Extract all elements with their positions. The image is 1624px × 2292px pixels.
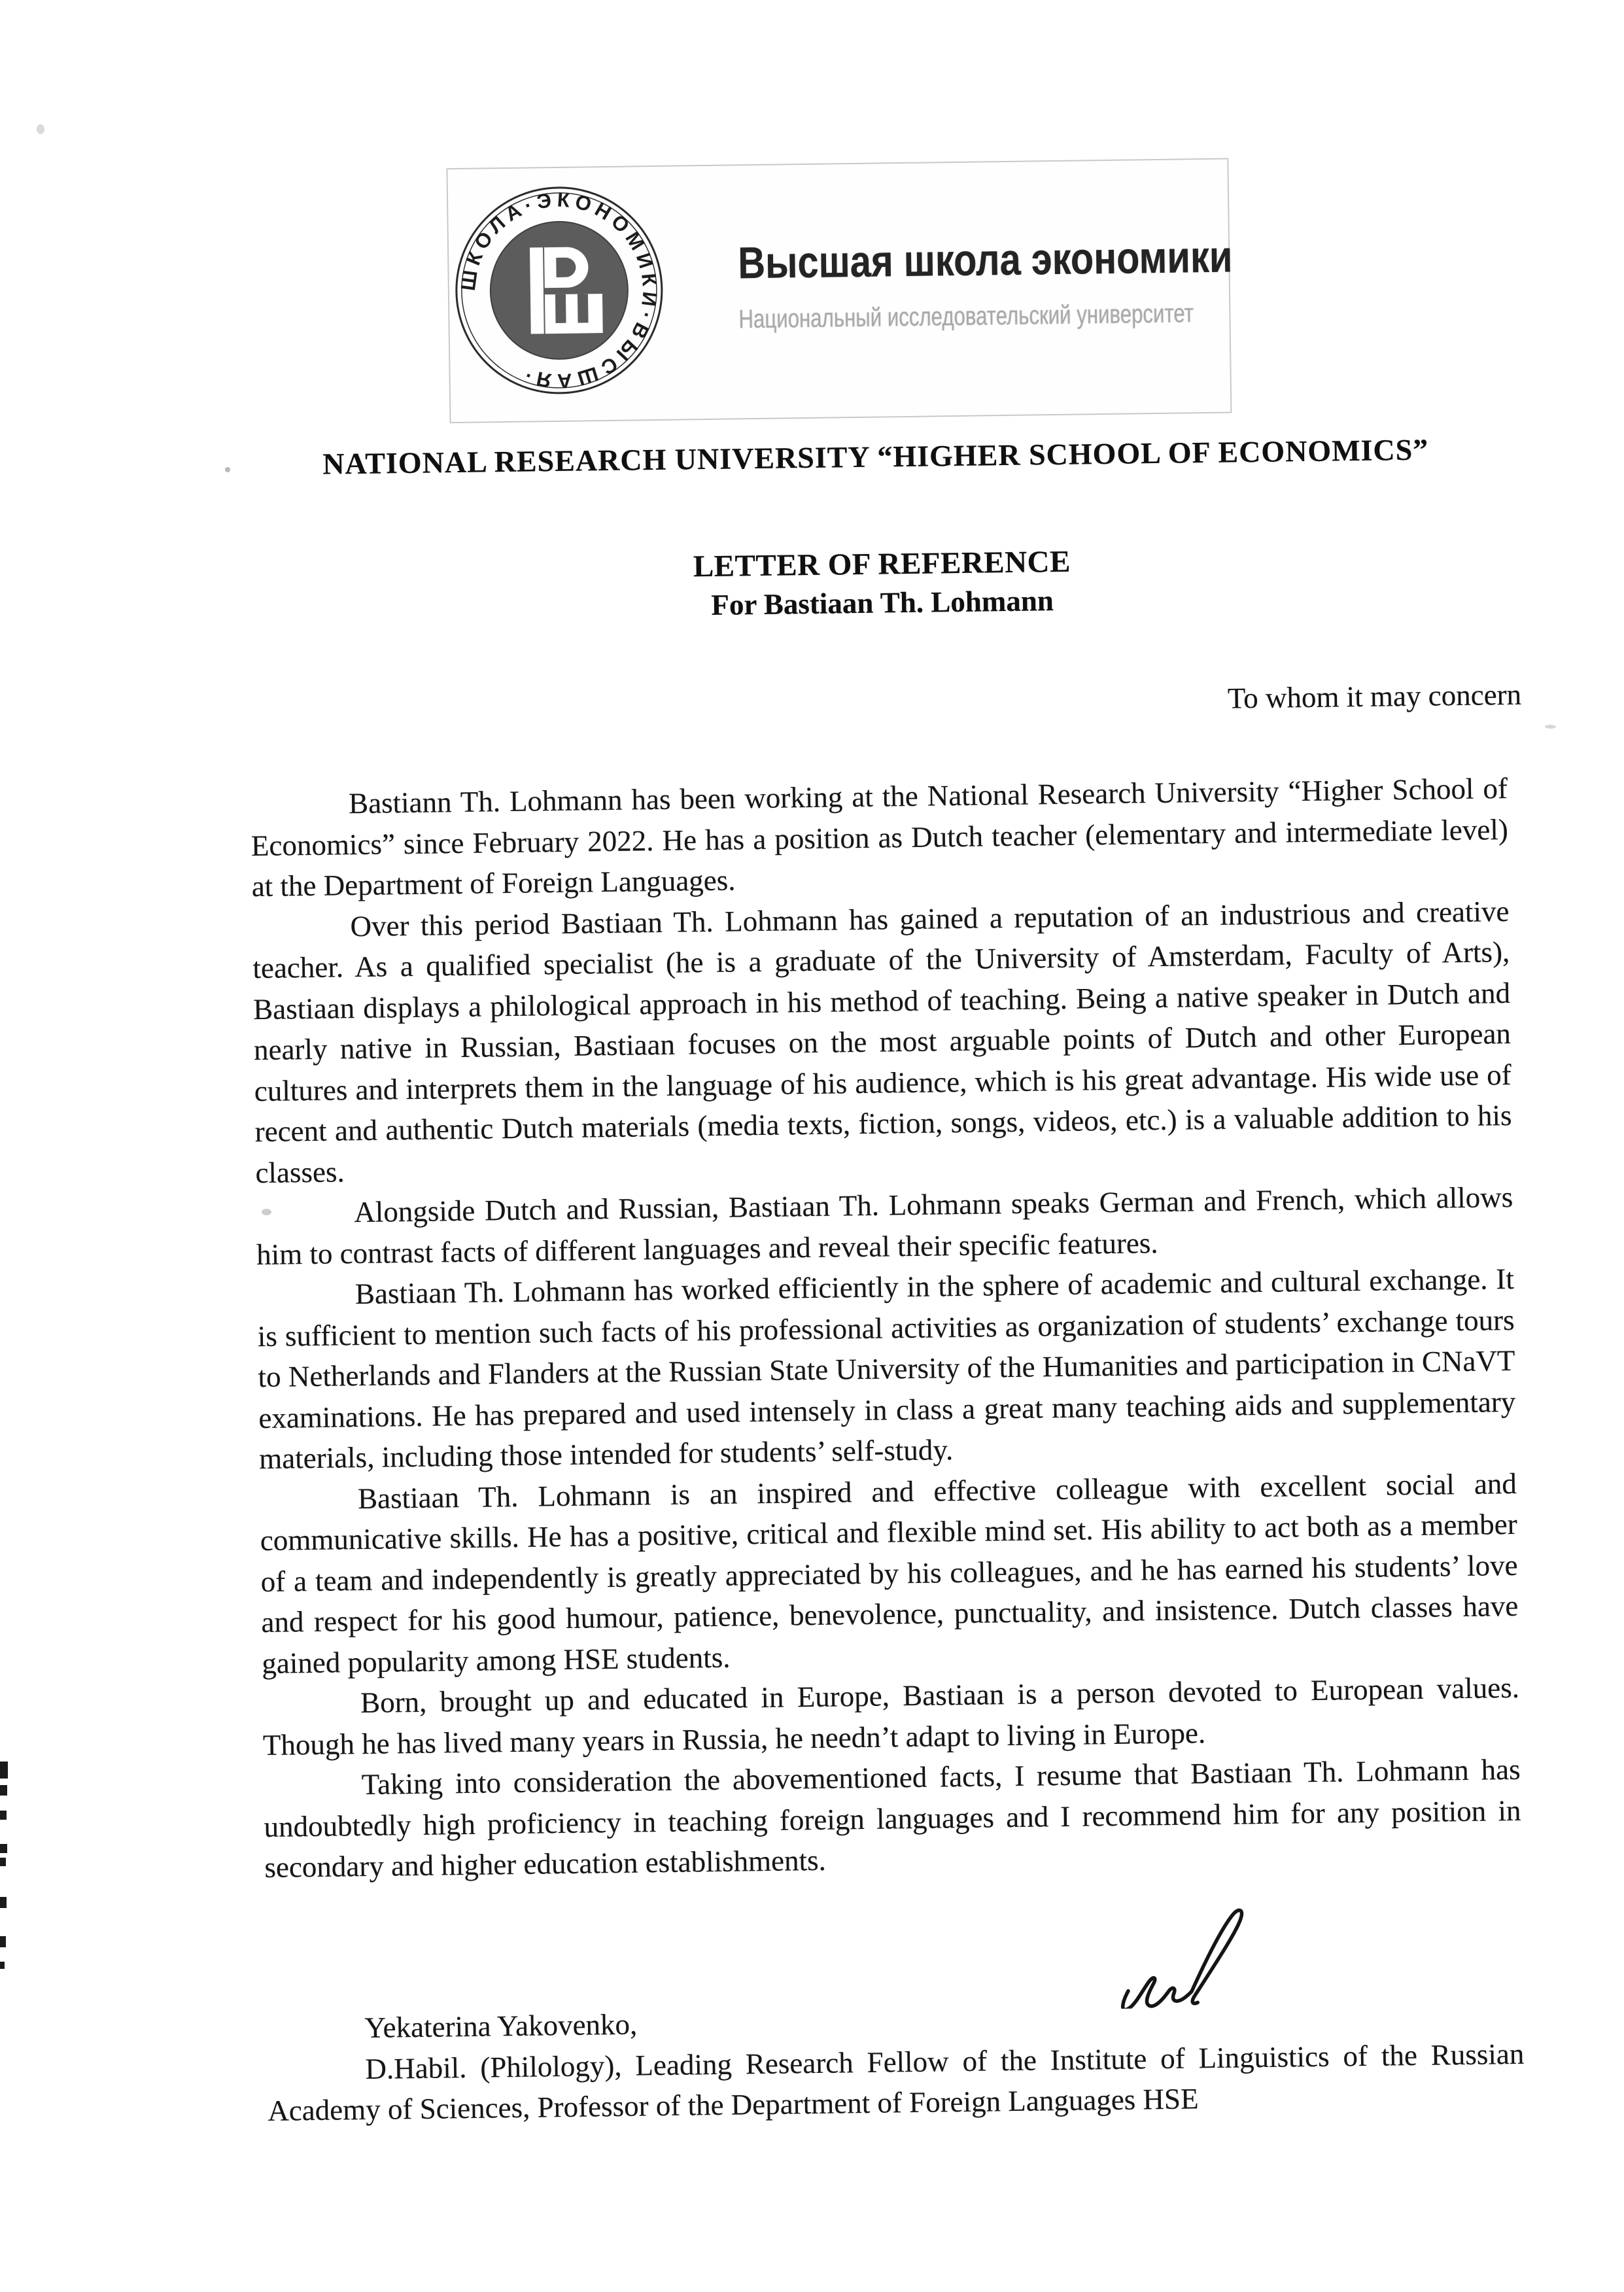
emblem-core-circle	[490, 221, 629, 360]
university-title: NATIONAL RESEARCH UNIVERSITY “HIGHER SCHOOL OF ECONOMICS”	[322, 432, 1429, 481]
scan-artifact-dash	[0, 1811, 7, 1820]
body-paragraph: Born, brought up and educated in Europe, Bastiaan is a person devoted to European values. Though he has lived many years in Russia, he needn’t adapt to living in Europe.	[262, 1671, 1520, 1762]
body-paragraph: Over this period Bastiaan Th. Lohmann has gained a reputation of an industrious and creative teacher. As a qualified specialist (he is a graduate of the University of Amsterdam, Faculty of Arts), Bastiaan displays a philological approach in his method of teaching. Being a native speaker in Dutch and nearly native in Russian, Bastiaan focuses on the most arguable points of Dutch and other European cultures and interprets them in the language of his audience, which is his great advantage. His wide use of recent and authentic Dutch materials (media texts, fiction, songs, videos, etc.) is a valuable addition to his classes.	[252, 894, 1512, 1189]
document-subtitle: For Bastiaan Th. Lohmann	[711, 584, 1054, 621]
org-name-russian: Высшая школа экономики	[737, 232, 1233, 288]
salutation-line: To whom it may concern	[1227, 678, 1522, 715]
signer-credentials: D.Habil. (Philology), Leading Research Fellow of the Institute of Linguistics of the Russian Academy of Sciences, Professor of the Department of Foreign Languages HSE	[267, 2037, 1525, 2127]
scan-artifact-dash	[0, 1858, 6, 1866]
signoff-block	[266, 1992, 1525, 2132]
body-paragraph: Bastiann Th. Lohmann has been working at the National Research University “Higher School of Economics” since February 2022. He has a position as Dutch teacher (elementary and intermediate level) at the Department of Foreign Languages.	[251, 772, 1509, 903]
scan-artifact-dash	[0, 1936, 6, 1947]
document-title: LETTER OF REFERENCE	[693, 544, 1071, 584]
scan-artifact-dash	[0, 1962, 5, 1969]
body-paragraph: Bastiaan Th. Lohmann is an inspired and effective colleague with excellent social and communicative skills. He has a positive, critical and flexible mind set. His ability to act both as a member of a team and independently is greatly appreciated by his colleagues, and he has earned his students’ love and respect for his good humour, patience, benevolence, punctuality, and insistence. Dutch classes have gained popularity among HSE students.	[260, 1467, 1519, 1680]
body-paragraph: Taking into consideration the abovementioned facts, I resume that Bastiaan Th. Lohmann has undoubtedly high proficiency in teaching foreign languages and I recommend him for any position in secondary and higher education establishments.	[264, 1752, 1521, 1884]
scan-artifact-dash	[0, 1785, 7, 1796]
emblem-ring-text: ШКОЛА·ЭКОНОМИКИ·ВЫСШАЯ·	[456, 188, 662, 393]
signature-scribble	[1116, 1879, 1275, 2009]
scan-artifact-dash	[0, 1844, 7, 1853]
signer-name: Yekaterina Yakovenko,	[364, 2007, 638, 2045]
body-paragraph: Bastiaan Th. Lohmann has worked efficiently in the sphere of academic and cultural exchange. It is sufficient to mention such facts of his professional activities as organization of students’ exchange tours to Netherlands and Flanders at the Russian State University of the Humanities and participation in CNaVT examinations. He has prepared and used intensely in class a great many teaching aids and supplementary materials, including those intended for students’ self-study.	[257, 1262, 1516, 1476]
scan-artifact-dash	[0, 1762, 8, 1779]
org-subtitle-russian: Национальный исследовательский университет	[738, 299, 1194, 334]
hse-logo-box	[446, 158, 1232, 424]
scan-artifact-dash	[0, 1897, 7, 1908]
letter-body	[251, 768, 1522, 1888]
hse-emblem-logo	[447, 178, 672, 403]
body-paragraph: Alongside Dutch and Russian, Bastiaan Th. Lohmann speaks German and French, which allows him to contrast facts of different languages and reveal their specific features.	[256, 1180, 1513, 1271]
